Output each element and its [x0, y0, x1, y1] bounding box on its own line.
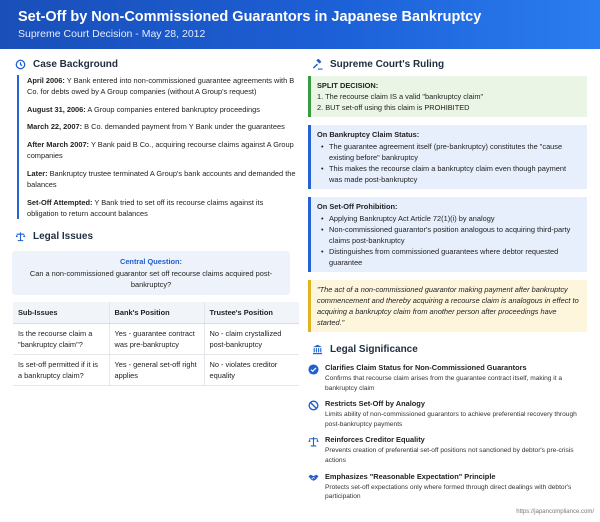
- timeline-text: Bankruptcy trustee terminated A Group's bank accounts and demanded the balances: [27, 168, 296, 189]
- gavel-icon: [311, 58, 323, 70]
- significance-title: Restricts Set-Off by Analogy: [325, 399, 425, 409]
- check-circle-icon: [307, 363, 319, 375]
- timeline-text: B Co. demanded payment from Y Bank under the guarantees: [84, 122, 285, 132]
- setoff-prohibition-box: [308, 197, 587, 272]
- significance-desc: Protects set-off expectations only where formed through direct dealings with debtor's participation: [325, 483, 572, 501]
- significance-title: Clarifies Claim Status for Non-Commissioned Guarantors: [325, 363, 527, 372]
- case-timeline: [17, 75, 296, 219]
- ruling-title: Supreme Court's Ruling: [330, 58, 445, 70]
- right-column: [303, 53, 595, 507]
- page-header: [0, 0, 600, 49]
- split-decision-line: 1. The recourse claim IS a valid "bankruptcy claim": [317, 92, 484, 101]
- table-cell: Yes - general set-off right applies: [109, 355, 204, 386]
- significance-desc: Limits ability of non-commissioned guarantors to achieve preferential recovery through post-bankruptcy payments: [325, 411, 577, 428]
- legal-significance-heading: [303, 338, 595, 360]
- balance-icon: [307, 435, 319, 447]
- legal-issues-title: Legal Issues: [33, 230, 94, 242]
- setoff-bullet: • Distinguishes from commissioned guarantees where debtor requested guarantee: [321, 246, 581, 268]
- timeline-text: A Group companies entered bankruptcy proceedings: [87, 104, 260, 114]
- claim-status-box: [308, 125, 587, 189]
- issues-table: [13, 302, 299, 386]
- list-item: [307, 398, 595, 429]
- list-item: [307, 471, 595, 502]
- table-header: Bank's Position: [109, 302, 204, 324]
- significance-desc: Prevents creation of preferential set-off positions not sanctioned by debtor's pre-crisis actions: [325, 447, 574, 464]
- list-item: [307, 362, 595, 393]
- table-cell: No - violates creditor equality: [204, 355, 299, 386]
- table-row: [13, 324, 299, 355]
- timeline-item: [27, 121, 296, 132]
- timeline-text: Y Bank tried to set off its recourse claims against its obligation to return account balances: [27, 197, 264, 218]
- left-column: [6, 53, 298, 386]
- list-item: [307, 434, 595, 465]
- significance-title: Reinforces Creditor Equality: [325, 435, 425, 445]
- split-decision-line: 2. BUT set-off using this claim is PROHIBITED: [317, 103, 470, 112]
- table-cell: Yes - guarantee contract was pre-bankruptcy: [109, 324, 204, 355]
- table-row: [13, 355, 299, 386]
- timeline-label: Set-Off Attempted:: [27, 197, 93, 207]
- table-cell: Is set-off permitted if it is a bankruptcy claim?: [13, 355, 109, 386]
- legal-significance-title: Legal Significance: [330, 343, 418, 355]
- source-url: https://japancompliance.com/: [516, 509, 594, 515]
- setoff-bullet: • Non-commissioned guarantor's position analogous to acquiring third-party claims post-bankruptcy: [321, 224, 581, 246]
- case-background-heading: [6, 53, 298, 75]
- timeline-label: April 2006:: [27, 76, 65, 85]
- timeline-item: [27, 168, 296, 190]
- central-question-text: Can a non-commissioned guarantor set off recourse claims acquired post-bankruptcy?: [29, 269, 273, 290]
- significance-title: Emphasizes "Reasonable Expectation" Principle: [325, 471, 496, 481]
- significance-desc: Confirms that recourse claim arises from the guarantee contract itself, making it a bankruptcy claim: [325, 375, 563, 392]
- timeline-label: March 22, 2007:: [27, 122, 83, 132]
- timeline-item: [27, 139, 296, 161]
- central-question-label: Central Question:: [119, 257, 182, 267]
- table-header: Trustee's Position: [204, 302, 299, 324]
- ruling-heading: [303, 53, 595, 75]
- scales-icon: [14, 230, 26, 242]
- split-decision-title: SPLIT DECISION:: [317, 81, 379, 90]
- history-icon: [14, 58, 26, 70]
- page-subtitle: Supreme Court Decision - May 28, 2012: [18, 28, 206, 40]
- split-decision-box: [308, 76, 587, 117]
- timeline-label: After March 2007:: [27, 139, 90, 149]
- timeline-text: Y Bank entered into non-commissioned guarantee agreements with B Co. for debts owed by A Group companies (without A Group's request): [27, 76, 295, 97]
- legal-issues-heading: [6, 225, 298, 247]
- case-background-title: Case Background: [33, 58, 119, 70]
- handshake-icon: [307, 472, 319, 484]
- significance-list: [307, 362, 595, 502]
- central-question: [12, 251, 290, 295]
- timeline-item: [27, 197, 296, 219]
- setoff-prohibition-title: On Set-Off Prohibition:: [317, 202, 398, 211]
- table-cell: No - claim crystallized post-bankruptcy: [204, 324, 299, 355]
- timeline-text: Y Bank paid B Co., acquiring recourse claims against A Group companies: [27, 139, 294, 161]
- timeline-label: August 31, 2006:: [27, 104, 86, 114]
- claim-status-title: On Bankruptcy Claim Status:: [317, 130, 420, 139]
- timeline-item: [27, 104, 296, 115]
- court-quote: "The act of a non-commissioned guarantor making payment after bankruptcy commencement and thereby acquiring a recourse claim is analogous in effect to acquiring a bankruptcy claim from another person after proceedings have started.": [308, 280, 587, 332]
- institution-icon: [311, 343, 323, 355]
- setoff-bullet: • Applying Bankruptcy Act Article 72(1)(i) by analogy: [321, 213, 581, 224]
- timeline-label: Later:: [27, 168, 48, 178]
- claim-status-bullet: • This makes the recourse claim a bankruptcy claim even though payment was made post-bankruptcy: [321, 163, 581, 185]
- ban-icon: [307, 399, 319, 411]
- claim-status-bullet: • The guarantee agreement itself (pre-bankruptcy) constitutes the "cause existing before" bankruptcy: [321, 141, 581, 163]
- table-cell: Is the recourse claim a "bankruptcy claim"?: [13, 324, 109, 355]
- table-header: Sub-Issues: [13, 302, 109, 324]
- table-header-row: [13, 302, 299, 324]
- page-title: Set-Off by Non-Commissioned Guarantors in Japanese Bankruptcy: [18, 9, 482, 25]
- timeline-item: [27, 75, 296, 97]
